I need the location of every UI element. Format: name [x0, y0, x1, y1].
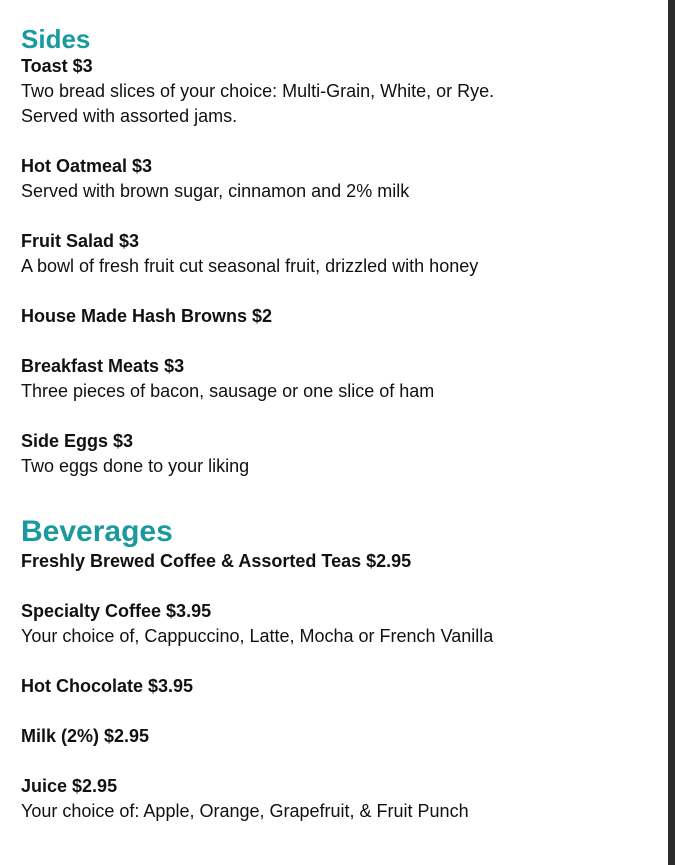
menu-item [21, 54, 661, 129]
menu-item [21, 599, 661, 649]
item-name: Juice $2.95 [21, 776, 118, 796]
item-desc: Two eggs done to your liking [21, 456, 250, 476]
section-title-beverages: Beverages [21, 515, 173, 548]
menu-content [21, 24, 661, 824]
item-desc: Served with assorted jams. [21, 106, 238, 126]
item-name: House Made Hash Browns $2 [21, 306, 273, 326]
item-desc: Three pieces of bacon, sausage or one slice of ham [21, 381, 435, 401]
section-title-sides: Sides [21, 24, 91, 54]
menu-item [21, 549, 661, 574]
page-edge-border [668, 0, 675, 865]
menu-item [21, 774, 661, 824]
menu-item [21, 354, 661, 404]
item-name: Hot Oatmeal $3 [21, 156, 153, 176]
item-name: Side Eggs $3 [21, 431, 134, 451]
menu-item [21, 304, 661, 329]
menu-item [21, 674, 661, 699]
menu-item [21, 229, 661, 279]
menu-item [21, 724, 661, 749]
item-name: Breakfast Meats $3 [21, 356, 185, 376]
item-desc: Two bread slices of your choice: Multi-Grain, White, or Rye. [21, 81, 495, 101]
item-desc: Served with brown sugar, cinnamon and 2% milk [21, 181, 410, 201]
item-name: Toast $3 [21, 56, 93, 76]
item-desc: Your choice of, Cappuccino, Latte, Mocha or French Vanilla [21, 626, 494, 646]
menu-item [21, 154, 661, 204]
item-desc: Your choice of: Apple, Orange, Grapefruit, & Fruit Punch [21, 801, 469, 821]
item-name: Fruit Salad $3 [21, 231, 140, 251]
item-name: Hot Chocolate $3.95 [21, 676, 194, 696]
menu-item [21, 429, 661, 479]
item-name: Freshly Brewed Coffee & Assorted Teas $2.95 [21, 551, 412, 571]
item-name: Milk (2%) $2.95 [21, 726, 150, 746]
item-desc: A bowl of fresh fruit cut seasonal fruit, drizzled with honey [21, 256, 479, 276]
item-name: Specialty Coffee $3.95 [21, 601, 212, 621]
